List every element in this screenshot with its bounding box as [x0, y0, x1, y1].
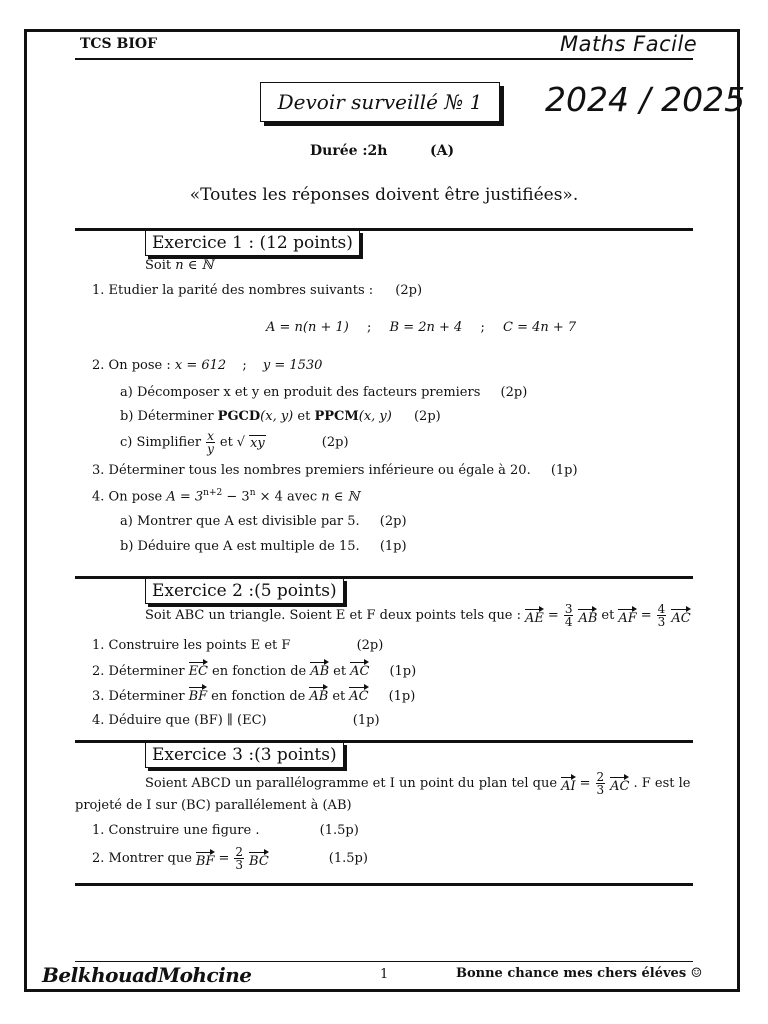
ex1-q3-points: (1p): [550, 463, 578, 478]
sqrt-xy: xy: [250, 435, 265, 451]
ex1-q2a-text: a) Décomposer x et y en produit des facteurs premiers: [120, 385, 481, 400]
ex1-q2b: [120, 409, 441, 424]
ex1-intro-math: n ∈ ℕ: [175, 258, 214, 273]
fraction-x-over-y: [206, 430, 215, 455]
frac-num: 4: [657, 602, 666, 616]
ex3-intro-text: Soient ABCD un parallélogramme et I un point du plan tel que: [145, 776, 558, 791]
ex1-title: Exercice 1 : (12 points): [145, 230, 360, 256]
vec-AC: AC: [610, 774, 629, 794]
ex1-q2-x: x = 612: [174, 358, 227, 373]
author-signature: BelkhouadMohcine: [42, 963, 252, 987]
frac-den: 3: [657, 615, 666, 629]
q4-exp1: n+2: [203, 488, 223, 498]
vec-AB: AB: [310, 659, 329, 679]
vec-BF: BF: [189, 684, 208, 704]
ex3-end-rule: [75, 883, 693, 886]
instruction: «Toutes les réponses doivent être justifiées».: [189, 185, 579, 205]
footer-rule: [75, 961, 693, 962]
q4-end: × 4 avec: [255, 489, 322, 505]
ex2-intro-text: Soit ABC un triangle. Soient E et F deux points tels que :: [145, 608, 522, 623]
ex1-q1-points: (2p): [395, 283, 423, 298]
vec-AC: AC: [349, 684, 368, 704]
frac-num: 2: [235, 845, 244, 859]
ex1-q4a-points: (2p): [379, 514, 407, 529]
ex2-q3-fn: en fonction de: [211, 689, 306, 704]
ex1-q2-sep: ;: [242, 358, 247, 373]
ex1-intro: [145, 258, 213, 273]
ex2-title: Exercice 2 :(5 points): [145, 578, 344, 604]
fraction-2-3: [234, 846, 244, 871]
ex3-intro-tail: . F est le: [633, 776, 691, 791]
class-label: TCS BIOF: [80, 36, 158, 52]
ex2-q4-points: (1p): [352, 713, 380, 728]
vec-AB: AB: [309, 684, 328, 704]
q4-exp2: n: [249, 488, 256, 498]
version-label: (A): [430, 143, 455, 159]
et-word: et: [332, 689, 346, 704]
ex3-q1-points: (1.5p): [319, 823, 359, 838]
ex2-q2-text: 2. Déterminer: [92, 664, 185, 679]
et-word: et: [333, 664, 347, 679]
ex1-q2b-text: b) Déterminer: [120, 409, 218, 424]
ex2-q4-text: 4. Déduire que (BF) ∥ (EC): [92, 713, 267, 728]
frac-den: 3: [235, 858, 244, 872]
ex1-q2-y: y = 1530: [262, 358, 323, 373]
expr-A: A = n(n + 1): [266, 320, 349, 335]
frac-num: x: [207, 429, 214, 443]
ex1-q3-text: 3. Déterminer tous les nombres premiers inférieure ou égale à 20.: [92, 463, 531, 478]
vec-BC: BC: [249, 849, 269, 869]
ex1-q4: [92, 488, 359, 504]
ex2-q1: [92, 638, 383, 653]
fraction-3-4: [564, 603, 574, 628]
fraction-2-3: [596, 771, 606, 796]
ex1-q4a: [120, 514, 407, 529]
school-year: 2024 / 2025: [545, 80, 746, 119]
ex2-q4: [92, 713, 380, 728]
eq-sign: =: [218, 851, 230, 866]
vec-EC: EC: [189, 659, 208, 679]
q4-mid: − 3: [222, 489, 250, 505]
ex1-q2b-et: et: [293, 409, 315, 424]
ex1-q1-text: 1. Etudier la parité des nombres suivants :: [92, 283, 374, 298]
ex1-q4b-points: (1p): [379, 539, 407, 554]
fraction-4-3: [657, 603, 667, 628]
expr-C: C = 4n + 7: [503, 320, 577, 335]
vec-AF: AF: [618, 606, 636, 626]
ex2-q2: [92, 659, 416, 679]
ex1-q2c-et: et: [219, 435, 233, 450]
ex3-q2-points: (1.5p): [328, 851, 368, 866]
eq-sign-1: =: [547, 608, 559, 623]
ex1-q2: [92, 358, 322, 373]
page-number: 1: [380, 967, 389, 982]
vec-AB: AB: [578, 606, 597, 626]
ex3-intro-line2: projeté de I sur (BC) parallélement à (AB): [75, 798, 352, 813]
pgcd-args: (x, y): [260, 409, 294, 424]
ex2-q1-points: (2p): [356, 638, 384, 653]
ex2-q2-points: (1p): [389, 664, 417, 679]
exam-title: Devoir surveillé № 1: [277, 90, 483, 114]
eq-sign-2: =: [640, 608, 652, 623]
expr-B: B = 2n + 4: [389, 320, 463, 335]
ex1-q4a-text: a) Montrer que A est divisible par 5.: [120, 514, 360, 529]
vec-AC: AC: [350, 659, 369, 679]
ex2-q2-fn: en fonction de: [212, 664, 307, 679]
ex2-q1-text: 1. Construire les points E et F: [92, 638, 291, 653]
vec-BF: BF: [196, 849, 215, 869]
good-luck-message: Bonne chance mes chers éléves ☺: [456, 966, 703, 981]
frac-den: 3: [596, 783, 605, 797]
ex1-q2c-text: c) Simplifier: [120, 435, 202, 450]
eq-sign: =: [579, 776, 591, 791]
et-word: et: [601, 608, 615, 623]
vec-AI: AI: [561, 774, 576, 794]
ex3-title: Exercice 3 :(3 points): [145, 742, 344, 768]
ex1-q2c-points: (2p): [321, 435, 349, 450]
ex1-q2b-points: (2p): [413, 409, 441, 424]
exam-title-box: [260, 82, 500, 122]
pgcd-label: PGCD: [217, 409, 261, 424]
q4-A: A = 3: [166, 489, 204, 505]
ex1-q1-expressions: [266, 320, 576, 335]
ex2-intro: [145, 603, 691, 628]
header-rule: [75, 58, 693, 60]
ex1-q2a-points: (2p): [500, 385, 528, 400]
ex1-q2-text: 2. On pose :: [92, 358, 175, 373]
ppcm-label: PPCM: [314, 409, 359, 424]
ex2-q3-text: 3. Déterminer: [92, 689, 185, 704]
brand-label: Maths Facile: [560, 32, 698, 56]
expr-sep-2: ;: [480, 320, 485, 335]
ex3-q2: [92, 846, 368, 871]
ppcm-args: (x, y): [358, 409, 392, 424]
ex1-q2c: [120, 430, 349, 455]
frac-num: 3: [564, 602, 573, 616]
sqrt-sign: √: [236, 435, 246, 450]
q4-n: n ∈ ℕ: [321, 489, 360, 505]
ex2-q3: [92, 684, 415, 704]
ex3-q1: [92, 823, 359, 838]
ex1-q4b: [120, 539, 407, 554]
frac-num: 2: [596, 770, 605, 784]
ex1-q1: [92, 283, 422, 298]
ex1-q4b-text: b) Déduire que A est multiple de 15.: [120, 539, 360, 554]
frac-den: y: [207, 442, 214, 456]
ex3-q1-text: 1. Construire une figure .: [92, 823, 260, 838]
ex1-intro-text: Soit: [145, 258, 176, 273]
vec-AE: AE: [525, 606, 544, 626]
frac-den: 4: [564, 615, 573, 629]
ex1-q4-text: 4. On pose: [92, 489, 167, 505]
duration: Durée :2h: [310, 143, 388, 159]
ex1-q3: [92, 463, 578, 478]
expr-sep-1: ;: [367, 320, 372, 335]
ex1-q2a: [120, 385, 527, 400]
vec-AC: AC: [671, 606, 690, 626]
ex3-q2-text: 2. Montrer que: [92, 851, 192, 866]
ex3-intro: [145, 771, 690, 796]
ex2-q3-points: (1p): [388, 689, 416, 704]
